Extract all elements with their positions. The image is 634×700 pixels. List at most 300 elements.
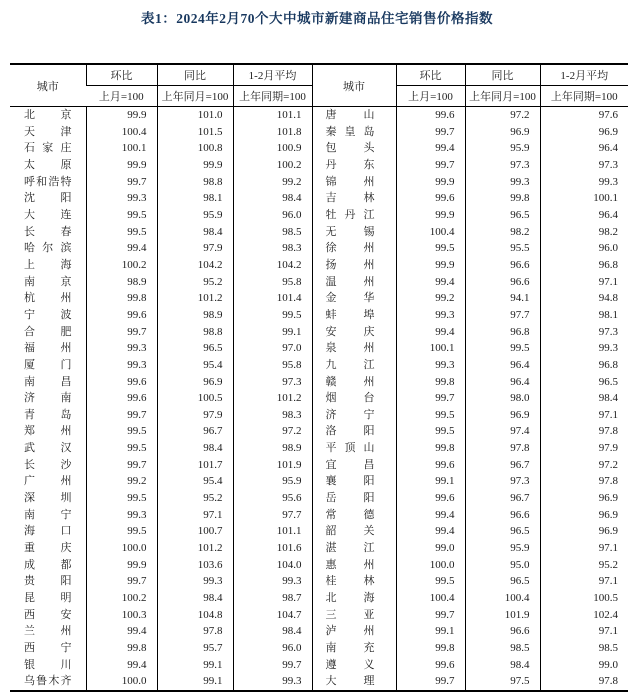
table-row	[10, 573, 628, 590]
avg-value-cell: 104.7	[233, 607, 312, 624]
mom-value-cell: 99.3	[86, 357, 157, 374]
city-cell: 重庆	[24, 542, 72, 555]
table-row	[10, 107, 628, 124]
header-city-right: 城市	[312, 64, 396, 107]
yoy-value-cell: 99.3	[465, 174, 540, 191]
city-cell: 金华	[312, 290, 396, 307]
yoy-value-cell: 96.4	[465, 374, 540, 391]
mom-value-cell: 100.2	[86, 590, 157, 607]
yoy-value-cell: 101.9	[465, 607, 540, 624]
mom-value-cell: 99.4	[396, 324, 465, 341]
city-cell: 温州	[312, 274, 396, 291]
avg-value-cell: 98.1	[540, 307, 628, 324]
table-row	[10, 290, 628, 307]
city-cell: 泉州	[312, 340, 396, 357]
mom-value-cell: 99.7	[396, 157, 465, 174]
mom-value-cell: 99.8	[396, 640, 465, 657]
avg-value-cell: 104.2	[233, 257, 312, 274]
mom-value-cell: 99.3	[86, 340, 157, 357]
avg-value-cell: 98.4	[233, 623, 312, 640]
city-cell: 烟台	[312, 390, 396, 407]
header-mom-base-left: 上月=100	[86, 86, 157, 107]
mom-value-cell: 99.6	[396, 190, 465, 207]
yoy-value-cell: 98.5	[465, 640, 540, 657]
mom-value-cell: 99.5	[86, 490, 157, 507]
table-row	[10, 657, 628, 674]
yoy-value-cell: 98.2	[465, 224, 540, 241]
city-cell: 哈尔滨	[24, 242, 72, 255]
mom-value-cell: 100.4	[396, 590, 465, 607]
city-cell: 南充	[312, 640, 396, 657]
city-cell: 平顶山	[312, 440, 396, 457]
city-cell: 蚌埠	[312, 307, 396, 324]
city-cell: 石家庄	[24, 142, 72, 155]
yoy-value-cell: 100.4	[465, 590, 540, 607]
table-row	[10, 607, 628, 624]
mom-value-cell: 99.9	[396, 174, 465, 191]
city-cell: 遵义	[312, 657, 396, 674]
city-cell: 南昌	[24, 375, 72, 388]
avg-value-cell: 97.3	[233, 374, 312, 391]
mom-value-cell: 99.6	[396, 107, 465, 124]
mom-value-cell: 99.4	[86, 623, 157, 640]
city-cell: 泸州	[312, 623, 396, 640]
yoy-value-cell: 95.9	[157, 207, 233, 224]
table-row	[10, 190, 628, 207]
yoy-value-cell: 95.2	[157, 490, 233, 507]
avg-value-cell: 97.8	[540, 423, 628, 440]
avg-value-cell: 98.5	[540, 640, 628, 657]
avg-value-cell: 98.2	[540, 224, 628, 241]
mom-value-cell: 100.2	[86, 257, 157, 274]
avg-value-cell: 100.1	[540, 190, 628, 207]
yoy-value-cell: 96.5	[465, 523, 540, 540]
mom-value-cell: 100.0	[86, 540, 157, 557]
yoy-value-cell: 100.7	[157, 523, 233, 540]
avg-value-cell: 100.9	[233, 140, 312, 157]
header-yoy-base-right: 上年同月=100	[465, 86, 540, 107]
yoy-value-cell: 97.8	[157, 623, 233, 640]
yoy-value-cell: 96.8	[465, 324, 540, 341]
mom-value-cell: 99.7	[396, 673, 465, 691]
yoy-value-cell: 96.7	[465, 457, 540, 474]
avg-value-cell: 99.3	[233, 673, 312, 691]
header-mom-right: 环比	[396, 64, 465, 86]
yoy-value-cell: 97.8	[465, 440, 540, 457]
yoy-value-cell: 96.9	[465, 124, 540, 141]
avg-value-cell: 101.6	[233, 540, 312, 557]
avg-value-cell: 96.4	[540, 140, 628, 157]
yoy-value-cell: 97.9	[157, 240, 233, 257]
avg-value-cell: 97.8	[540, 473, 628, 490]
table-row	[10, 490, 628, 507]
mom-value-cell: 99.5	[396, 573, 465, 590]
header-avg-left: 1-2月平均	[233, 64, 312, 86]
mom-value-cell: 99.6	[396, 657, 465, 674]
yoy-value-cell: 100.5	[157, 390, 233, 407]
avg-value-cell: 96.4	[540, 207, 628, 224]
yoy-value-cell: 98.4	[157, 224, 233, 241]
avg-value-cell: 101.1	[233, 107, 312, 124]
avg-value-cell: 97.1	[540, 623, 628, 640]
yoy-value-cell: 97.9	[157, 407, 233, 424]
table-row	[10, 174, 628, 191]
mom-value-cell: 99.4	[396, 507, 465, 524]
yoy-value-cell: 96.4	[465, 357, 540, 374]
city-cell: 惠州	[312, 557, 396, 574]
city-cell: 锦州	[312, 174, 396, 191]
table-row	[10, 640, 628, 657]
city-cell: 牡丹江	[312, 207, 396, 224]
city-cell: 海口	[24, 525, 72, 538]
yoy-value-cell: 94.1	[465, 290, 540, 307]
mom-value-cell: 100.4	[86, 124, 157, 141]
table-row	[10, 124, 628, 141]
yoy-value-cell: 100.8	[157, 140, 233, 157]
mom-value-cell: 99.4	[396, 523, 465, 540]
header-city-left: 城市	[36, 80, 59, 93]
header-yoy-left: 同比	[157, 64, 233, 86]
city-cell: 杭州	[24, 292, 72, 305]
mom-value-cell: 99.3	[396, 307, 465, 324]
city-cell: 太原	[24, 158, 72, 171]
yoy-value-cell: 95.2	[157, 274, 233, 291]
yoy-value-cell: 101.2	[157, 290, 233, 307]
yoy-value-cell: 97.3	[465, 157, 540, 174]
table-header	[10, 64, 628, 107]
yoy-value-cell: 96.9	[157, 374, 233, 391]
mom-value-cell: 99.2	[86, 473, 157, 490]
table-row	[10, 374, 628, 391]
yoy-value-cell: 99.5	[465, 340, 540, 357]
city-cell: 常德	[312, 507, 396, 524]
mom-value-cell: 99.2	[396, 290, 465, 307]
yoy-value-cell: 98.8	[157, 324, 233, 341]
mom-value-cell: 99.5	[86, 523, 157, 540]
city-cell: 吉林	[312, 190, 396, 207]
avg-value-cell: 97.1	[540, 573, 628, 590]
avg-value-cell: 97.1	[540, 274, 628, 291]
table-row	[10, 440, 628, 457]
table-row	[10, 390, 628, 407]
mom-value-cell: 100.1	[86, 140, 157, 157]
header-avg-right: 1-2月平均	[540, 64, 628, 86]
yoy-value-cell: 101.5	[157, 124, 233, 141]
table-row	[10, 224, 628, 241]
table-row	[10, 423, 628, 440]
mom-value-cell: 99.7	[86, 174, 157, 191]
city-cell: 西宁	[24, 642, 72, 654]
mom-value-cell: 100.1	[396, 340, 465, 357]
city-cell: 包头	[312, 140, 396, 157]
avg-value-cell: 96.9	[540, 490, 628, 507]
mom-value-cell: 99.5	[86, 224, 157, 241]
mom-value-cell: 100.3	[86, 607, 157, 624]
city-cell: 武汉	[24, 442, 72, 455]
avg-value-cell: 98.3	[233, 240, 312, 257]
table-row	[10, 540, 628, 557]
city-cell: 沈阳	[24, 192, 72, 205]
yoy-value-cell: 95.4	[157, 357, 233, 374]
avg-value-cell: 98.3	[233, 407, 312, 424]
city-cell: 深圳	[24, 492, 72, 505]
city-cell: 济南	[24, 392, 72, 405]
yoy-value-cell: 101.0	[157, 107, 233, 124]
header-mom-left: 环比	[86, 64, 157, 86]
header-row-main	[10, 64, 628, 86]
mom-value-cell: 99.6	[396, 457, 465, 474]
city-cell: 大理	[312, 673, 396, 691]
avg-value-cell: 97.1	[540, 540, 628, 557]
mom-value-cell: 99.7	[86, 407, 157, 424]
table-row	[10, 357, 628, 374]
avg-value-cell: 101.4	[233, 290, 312, 307]
city-cell: 安庆	[312, 324, 396, 341]
avg-value-cell: 97.2	[540, 457, 628, 474]
avg-value-cell: 96.0	[233, 207, 312, 224]
avg-value-cell: 97.6	[540, 107, 628, 124]
yoy-value-cell: 97.7	[465, 307, 540, 324]
avg-value-cell: 96.9	[540, 523, 628, 540]
yoy-value-cell: 99.1	[157, 673, 233, 691]
avg-value-cell: 96.0	[540, 240, 628, 257]
mom-value-cell: 99.8	[86, 640, 157, 657]
table-row	[10, 324, 628, 341]
avg-value-cell: 96.8	[540, 257, 628, 274]
mom-value-cell: 99.7	[396, 607, 465, 624]
avg-value-cell: 101.8	[233, 124, 312, 141]
city-cell: 青岛	[24, 408, 72, 421]
mom-value-cell: 99.9	[86, 157, 157, 174]
mom-value-cell: 100.0	[86, 673, 157, 691]
avg-value-cell: 101.2	[233, 390, 312, 407]
header-avg-base-left: 上年同期=100	[233, 86, 312, 107]
mom-value-cell: 99.5	[86, 207, 157, 224]
city-cell: 广州	[24, 475, 72, 488]
avg-value-cell: 96.9	[540, 507, 628, 524]
avg-value-cell: 96.9	[540, 124, 628, 141]
mom-value-cell: 99.4	[396, 274, 465, 291]
avg-value-cell: 95.2	[540, 557, 628, 574]
city-cell: 宜昌	[312, 457, 396, 474]
yoy-value-cell: 96.6	[465, 623, 540, 640]
table-row	[10, 473, 628, 490]
table-row	[10, 457, 628, 474]
yoy-value-cell: 98.1	[157, 190, 233, 207]
avg-value-cell: 99.3	[540, 340, 628, 357]
mom-value-cell: 99.5	[396, 407, 465, 424]
mom-value-cell: 99.7	[86, 324, 157, 341]
yoy-value-cell: 101.2	[157, 540, 233, 557]
yoy-value-cell: 95.4	[157, 473, 233, 490]
header-avg-base-right: 上年同期=100	[540, 86, 628, 107]
avg-value-cell: 100.2	[233, 157, 312, 174]
avg-value-cell: 98.9	[233, 440, 312, 457]
yoy-value-cell: 99.3	[157, 573, 233, 590]
yoy-value-cell: 95.5	[465, 240, 540, 257]
table-row	[10, 407, 628, 424]
avg-value-cell: 101.1	[233, 523, 312, 540]
city-cell: 上海	[24, 258, 72, 271]
avg-value-cell: 97.7	[233, 507, 312, 524]
mom-value-cell: 99.5	[86, 423, 157, 440]
avg-value-cell: 99.3	[540, 174, 628, 191]
table-row	[10, 274, 628, 291]
yoy-value-cell: 96.6	[465, 257, 540, 274]
yoy-value-cell: 97.1	[157, 507, 233, 524]
city-cell: 岳阳	[312, 490, 396, 507]
yoy-value-cell: 99.8	[465, 190, 540, 207]
city-cell: 赣州	[312, 374, 396, 391]
table-row	[10, 590, 628, 607]
avg-value-cell: 97.3	[540, 324, 628, 341]
mom-value-cell: 100.4	[396, 224, 465, 241]
city-cell: 南京	[24, 275, 72, 288]
city-cell: 长春	[24, 225, 72, 238]
city-cell: 襄阳	[312, 473, 396, 490]
avg-value-cell: 95.9	[233, 473, 312, 490]
yoy-value-cell: 99.9	[157, 157, 233, 174]
city-cell: 北海	[312, 590, 396, 607]
city-cell: 秦皇岛	[312, 124, 396, 141]
yoy-value-cell: 96.5	[157, 340, 233, 357]
table-row	[10, 523, 628, 540]
mom-value-cell: 99.3	[86, 190, 157, 207]
avg-value-cell: 96.0	[233, 640, 312, 657]
avg-value-cell: 99.0	[540, 657, 628, 674]
yoy-value-cell: 103.6	[157, 557, 233, 574]
mom-value-cell: 99.8	[396, 374, 465, 391]
mom-value-cell: 99.9	[396, 207, 465, 224]
avg-value-cell: 98.4	[233, 190, 312, 207]
mom-value-cell: 99.6	[86, 374, 157, 391]
mom-value-cell: 99.7	[86, 573, 157, 590]
mom-value-cell: 99.5	[396, 423, 465, 440]
table-row	[10, 240, 628, 257]
avg-value-cell: 95.8	[233, 274, 312, 291]
mom-value-cell: 100.0	[396, 557, 465, 574]
city-cell: 湛江	[312, 540, 396, 557]
yoy-value-cell: 104.2	[157, 257, 233, 274]
avg-value-cell: 101.9	[233, 457, 312, 474]
yoy-value-cell: 95.0	[465, 557, 540, 574]
city-cell: 桂林	[312, 573, 396, 590]
city-cell: 南宁	[24, 508, 72, 521]
table-row	[10, 140, 628, 157]
city-cell: 丹东	[312, 157, 396, 174]
table-row	[10, 257, 628, 274]
mom-value-cell: 99.8	[396, 440, 465, 457]
avg-value-cell: 97.1	[540, 407, 628, 424]
avg-value-cell: 99.2	[233, 174, 312, 191]
city-cell: 长沙	[24, 458, 72, 471]
mom-value-cell: 99.7	[86, 457, 157, 474]
mom-value-cell: 99.9	[86, 107, 157, 124]
table-row	[10, 507, 628, 524]
mom-value-cell: 99.5	[396, 240, 465, 257]
city-cell: 北京	[24, 109, 72, 121]
mom-value-cell: 99.6	[86, 307, 157, 324]
mom-value-cell: 99.9	[86, 557, 157, 574]
yoy-value-cell: 97.4	[465, 423, 540, 440]
avg-value-cell: 96.8	[540, 357, 628, 374]
avg-value-cell: 99.3	[233, 573, 312, 590]
city-cell: 乌鲁木齐	[24, 675, 72, 688]
avg-value-cell: 102.4	[540, 607, 628, 624]
avg-value-cell: 98.7	[233, 590, 312, 607]
avg-value-cell: 99.7	[233, 657, 312, 674]
table-title: 表1：2024年2月70个大中城市新建商品住宅销售价格指数	[141, 11, 493, 26]
city-cell: 宁波	[24, 308, 72, 321]
yoy-value-cell: 95.7	[157, 640, 233, 657]
yoy-value-cell: 98.4	[465, 657, 540, 674]
mom-value-cell: 99.6	[396, 490, 465, 507]
avg-value-cell: 98.4	[540, 390, 628, 407]
yoy-value-cell: 99.1	[157, 657, 233, 674]
table-row	[10, 557, 628, 574]
yoy-value-cell: 104.8	[157, 607, 233, 624]
yoy-value-cell: 96.7	[157, 423, 233, 440]
header-yoy-base-left: 上年同月=100	[157, 86, 233, 107]
mom-value-cell: 99.5	[86, 440, 157, 457]
yoy-value-cell: 96.7	[465, 490, 540, 507]
mom-value-cell: 99.3	[86, 507, 157, 524]
mom-value-cell: 99.8	[86, 290, 157, 307]
city-cell: 无锡	[312, 224, 396, 241]
yoy-value-cell: 97.5	[465, 673, 540, 691]
city-cell: 洛阳	[312, 423, 396, 440]
yoy-value-cell: 98.8	[157, 174, 233, 191]
mom-value-cell: 99.6	[86, 390, 157, 407]
yoy-value-cell: 98.9	[157, 307, 233, 324]
yoy-value-cell: 97.2	[465, 107, 540, 124]
avg-value-cell: 97.9	[540, 440, 628, 457]
avg-value-cell: 94.8	[540, 290, 628, 307]
city-cell: 唐山	[312, 107, 396, 124]
table-row	[10, 307, 628, 324]
yoy-value-cell: 95.9	[465, 140, 540, 157]
mom-value-cell: 99.9	[396, 257, 465, 274]
avg-value-cell: 100.5	[540, 590, 628, 607]
city-cell: 郑州	[24, 425, 72, 438]
table-body	[10, 107, 628, 691]
mom-value-cell: 98.9	[86, 274, 157, 291]
mom-value-cell: 99.4	[86, 240, 157, 257]
yoy-value-cell: 95.9	[465, 540, 540, 557]
city-cell: 银川	[24, 658, 72, 671]
avg-value-cell: 99.1	[233, 324, 312, 341]
avg-value-cell: 104.0	[233, 557, 312, 574]
avg-value-cell: 98.5	[233, 224, 312, 241]
yoy-value-cell: 96.6	[465, 274, 540, 291]
yoy-value-cell: 96.6	[465, 507, 540, 524]
city-cell: 福州	[24, 342, 72, 355]
city-cell: 兰州	[24, 625, 72, 638]
city-cell: 韶关	[312, 523, 396, 540]
city-cell: 厦门	[24, 358, 72, 371]
mom-value-cell: 99.1	[396, 473, 465, 490]
yoy-value-cell: 97.3	[465, 473, 540, 490]
avg-value-cell: 97.0	[233, 340, 312, 357]
city-cell: 天津	[24, 125, 72, 138]
yoy-value-cell: 101.7	[157, 457, 233, 474]
avg-value-cell: 96.5	[540, 374, 628, 391]
city-cell: 昆明	[24, 592, 72, 605]
city-cell: 大连	[24, 208, 72, 221]
city-cell: 济宁	[312, 407, 396, 424]
mom-value-cell: 99.7	[396, 390, 465, 407]
city-cell: 呼和浩特	[24, 175, 72, 188]
